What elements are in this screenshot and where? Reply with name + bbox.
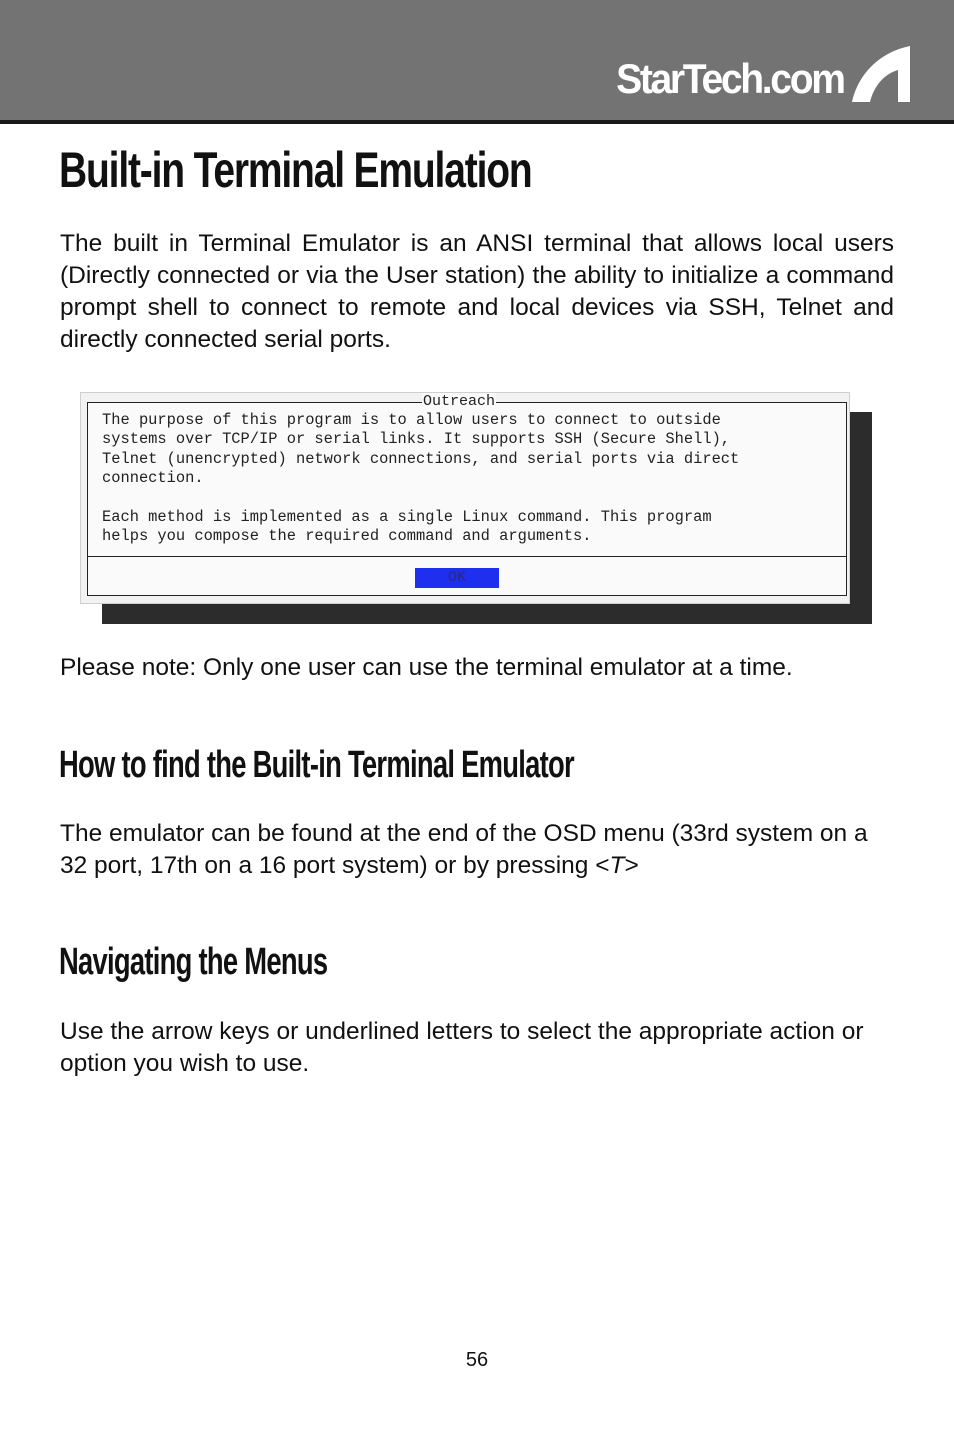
section-heading-navigating-menus: Navigating the Menus — [59, 941, 328, 983]
page-title: Built-in Terminal Emulation — [59, 142, 532, 198]
note-paragraph: Please note: Only one user can use the terminal emulator at a time. — [60, 654, 793, 681]
find-emulator-paragraph — [60, 818, 894, 882]
ok-button[interactable]: OK — [415, 568, 499, 588]
header-bar — [0, 0, 954, 124]
startech-logo — [599, 42, 910, 104]
terminal-divider — [88, 556, 846, 557]
navigating-menus-paragraph: Use the arrow keys or underlined letters to select the appropriate action or option you wish to use. — [60, 1018, 864, 1077]
find-emulator-text-end: > — [624, 852, 639, 879]
terminal-screenshot — [80, 392, 874, 626]
section-heading-find-emulator: How to find the Built-in Terminal Emulator — [59, 744, 574, 786]
terminal-window-title: Outreach — [423, 393, 496, 410]
terminal-frame — [87, 393, 847, 596]
key-name: T — [609, 852, 625, 879]
terminal-dialog — [80, 392, 850, 604]
page-number: 56 — [465, 1349, 489, 1371]
intro-paragraph: The built in Terminal Emulator is an ANSI terminal that allows local users (Directly connected or via the User station) the ability to initialize a command prompt shell to connect to remote and local devices via SSH, Telnet and directly connected serial ports. — [60, 230, 894, 353]
swoosh-icon — [848, 44, 910, 104]
terminal-body-text: The purpose of this program is to allow users to connect to outside systems over TCP/IP or serial links. It supports SSH (Secure Shell), Telnet (unencrypted) network connections, and serial ports via direct connection. Each method is implemented as a single Linux command. This program helps you compose the required command and arguments. — [102, 411, 740, 546]
logo-text: StarTech.com — [616, 55, 844, 102]
find-emulator-text: The emulator can be found at the end of the OSD menu (33rd system on a 32 port, 17th on a 16 port system) or by pressing < — [60, 820, 868, 879]
